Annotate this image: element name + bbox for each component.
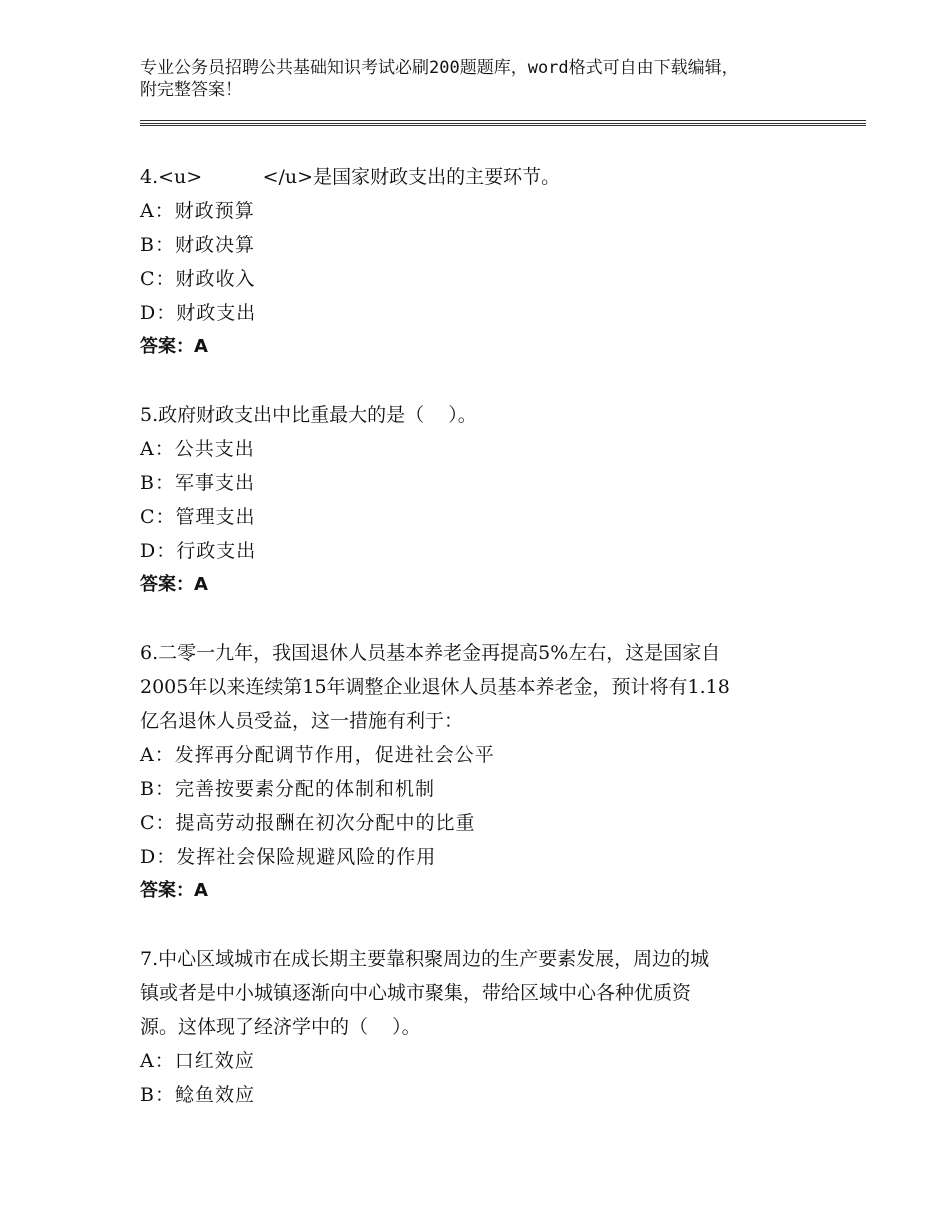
option-a: A：发挥再分配调节作用，促进社会公平 bbox=[140, 744, 495, 766]
option-a: A：财政预算 bbox=[140, 200, 255, 222]
question-text: 5.政府财政支出中比重最大的是（ ）。 bbox=[140, 404, 477, 426]
header-line-1: 专业公务员招聘公共基础知识考试必刷200题题库，word格式可自由下载编辑， bbox=[140, 58, 739, 78]
option-b: B：完善按要素分配的体制和机制 bbox=[140, 778, 435, 800]
option-a: A：口红效应 bbox=[140, 1050, 255, 1072]
question-list bbox=[140, 160, 840, 1146]
header-divider-line bbox=[140, 125, 866, 126]
answer-label: 答案：A bbox=[140, 336, 208, 357]
option-c: C：管理支出 bbox=[140, 506, 256, 528]
option-b: B：军事支出 bbox=[140, 472, 255, 494]
header-line-2: 附完整答案！ bbox=[140, 80, 242, 100]
question-item bbox=[140, 636, 840, 908]
option-b: B：财政决算 bbox=[140, 234, 255, 256]
option-c: C：财政收入 bbox=[140, 268, 256, 290]
question-item bbox=[140, 942, 840, 1112]
document-header bbox=[140, 57, 840, 101]
header-divider-line bbox=[140, 120, 866, 121]
option-d: D：财政支出 bbox=[140, 302, 257, 324]
option-c: C：提高劳动报酬在初次分配中的比重 bbox=[140, 812, 476, 834]
question-text: 4.<u> </u>是国家财政支出的主要环节。 bbox=[140, 166, 561, 188]
question-text: 源。这体现了经济学中的（ ）。 bbox=[140, 1016, 421, 1038]
option-b: B：鲶鱼效应 bbox=[140, 1084, 255, 1106]
question-item bbox=[140, 398, 840, 602]
question-item bbox=[140, 160, 840, 364]
header-divider-line bbox=[140, 123, 866, 124]
question-text: 7.中心区域城市在成长期主要靠积聚周边的生产要素发展，周边的城 bbox=[140, 948, 710, 970]
answer-label: 答案：A bbox=[140, 880, 208, 901]
answer-label: 答案：A bbox=[140, 574, 208, 595]
question-text: 6.二零一九年，我国退休人员基本养老金再提高5%左右，这是国家自 bbox=[140, 642, 721, 664]
question-text: 2005年以来连续第15年调整企业退休人员基本养老金，预计将有1.18 bbox=[140, 676, 730, 698]
option-a: A：公共支出 bbox=[140, 438, 255, 460]
option-d: D：发挥社会保险规避风险的作用 bbox=[140, 846, 437, 868]
question-text: 亿名退休人员受益，这一措施有利于： bbox=[140, 710, 464, 732]
question-text: 镇或者是中小城镇逐渐向中心城市聚集，带给区域中心各种优质资 bbox=[140, 982, 692, 1004]
option-d: D：行政支出 bbox=[140, 540, 257, 562]
